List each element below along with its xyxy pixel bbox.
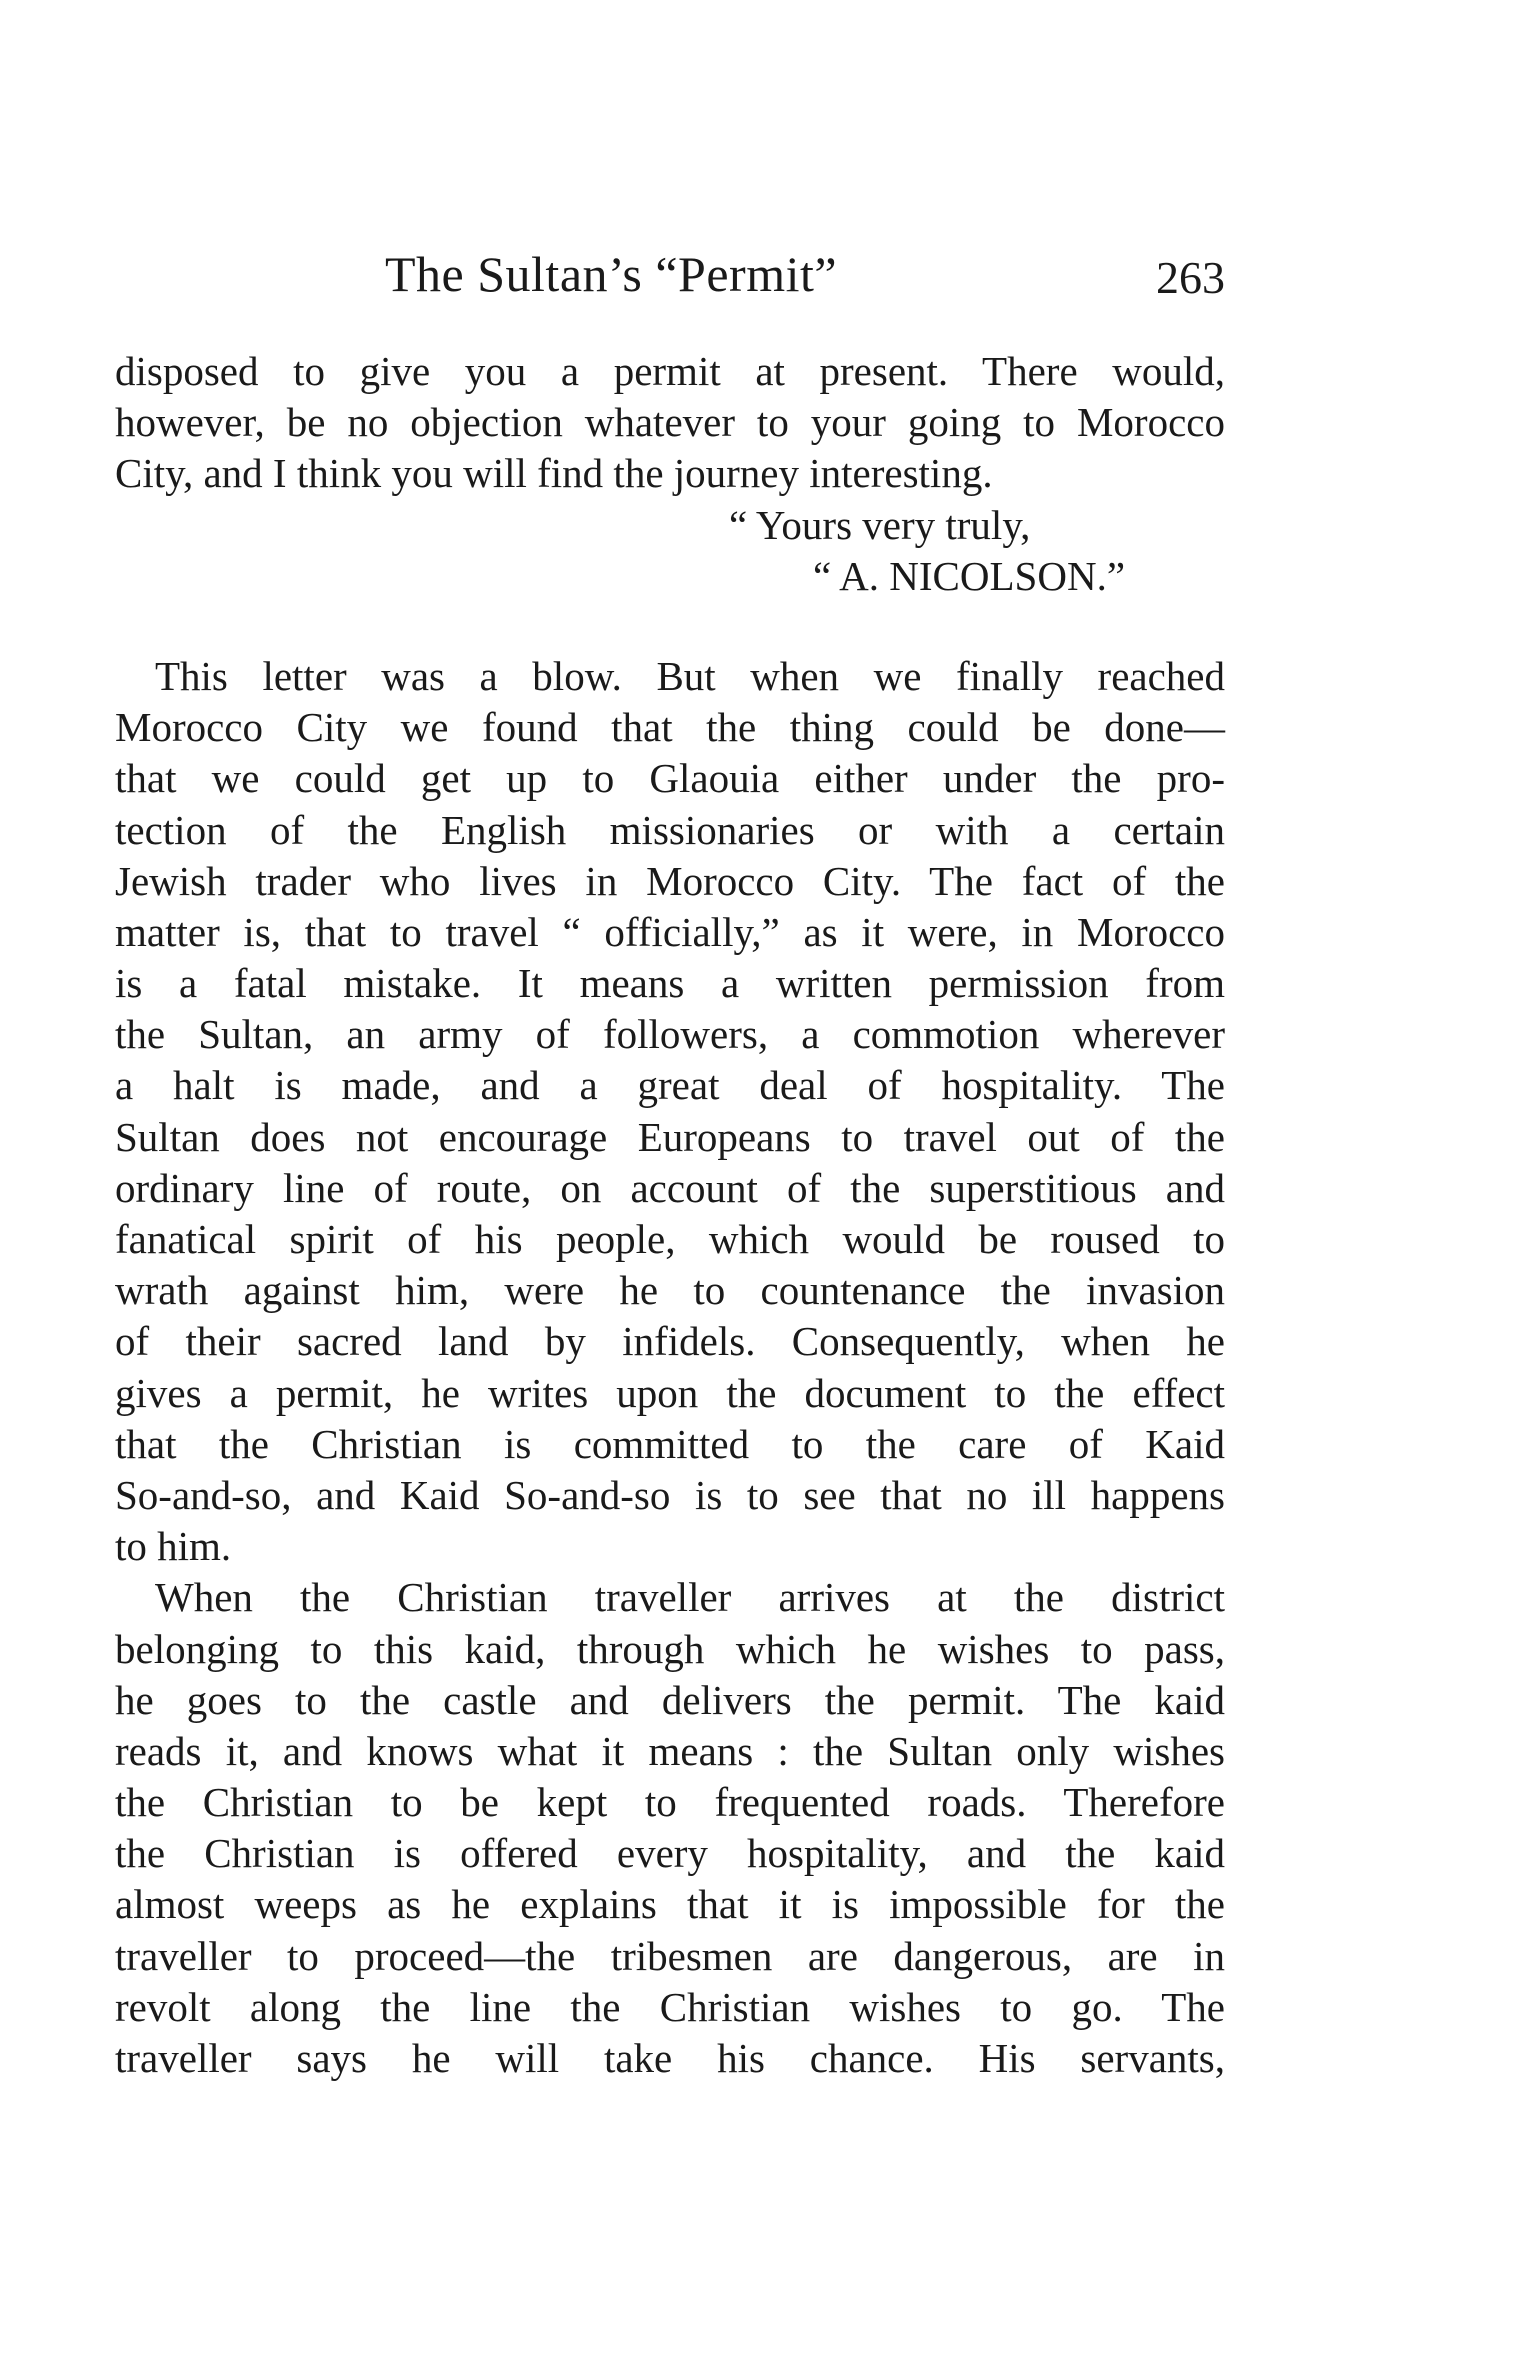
text-line: revolt along the line the Christian wishes to go. The bbox=[115, 1983, 1225, 2030]
text-line: belonging to this kaid, through which he wishes to pass, bbox=[115, 1625, 1225, 1672]
running-title: The Sultan’s “Permit” bbox=[385, 246, 838, 302]
letter-signature: “ A. NICOLSON.” bbox=[813, 552, 1126, 599]
text-line: of their sacred land by infidels. Consequently, when he bbox=[115, 1318, 1225, 1365]
text-line: ordinary line of route, on account of the superstitious and bbox=[115, 1164, 1225, 1211]
running-head bbox=[115, 244, 1225, 304]
text-line: gives a permit, he writes upon the document to the effect bbox=[115, 1369, 1225, 1416]
text-line: Sultan does not encourage Europeans to travel out of the bbox=[115, 1113, 1225, 1160]
letter-closing: “ Yours very truly, bbox=[729, 501, 1031, 548]
text-line: however, be no objection whatever to your going to Morocco bbox=[115, 399, 1225, 446]
paragraph bbox=[115, 1572, 1225, 2084]
text-line: So-and-so, and Kaid So-and-so is to see that no ill happens bbox=[115, 1471, 1225, 1518]
text-line: is a fatal mistake. It means a written permission from bbox=[115, 960, 1225, 1007]
text-line: that the Christian is committed to the care of Kaid bbox=[115, 1420, 1225, 1467]
text-line: a halt is made, and a great deal of hospitality. The bbox=[115, 1062, 1225, 1109]
text-line: When the Christian traveller arrives at the district bbox=[155, 1574, 1225, 1621]
paragraph bbox=[115, 651, 1225, 1572]
text-line: matter is, that to travel “ officially,” as it were, in Morocco bbox=[115, 908, 1225, 955]
text-line: the Sultan, an army of followers, a commotion wherever bbox=[115, 1011, 1225, 1058]
text-line: reads it, and knows what it means : the Sultan only wishes bbox=[115, 1727, 1225, 1774]
text-line: the Christian to be kept to frequented roads. Therefore bbox=[115, 1779, 1225, 1826]
text-line: traveller says he will take his chance. His servants, bbox=[115, 2035, 1225, 2081]
text-line: This letter was a blow. But when we finally reached bbox=[155, 652, 1225, 699]
text-line: disposed to give you a permit at present. There would, bbox=[115, 348, 1225, 394]
text-line: to him. bbox=[115, 1523, 232, 1570]
text-line: tection of the English missionaries or with a certain bbox=[115, 806, 1225, 853]
text-line: the Christian is offered every hospitality, and the kaid bbox=[115, 1830, 1225, 1877]
page-number: 263 bbox=[1156, 252, 1225, 303]
text-line: City, and I think you will find the journey interesting. bbox=[115, 450, 993, 497]
text-line: traveller to proceed—the tribesmen are dangerous, are in bbox=[115, 1932, 1225, 1979]
letter-end bbox=[115, 346, 1225, 602]
text-line: Morocco City we found that the thing could be done— bbox=[115, 704, 1225, 751]
text-line: wrath against him, were he to countenance the invasion bbox=[115, 1267, 1225, 1314]
text-line: Jewish trader who lives in Morocco City. The fact of the bbox=[115, 857, 1225, 904]
text-line: that we could get up to Glaouia either under the pro- bbox=[115, 755, 1225, 802]
body-text bbox=[115, 346, 1225, 2084]
text-line: fanatical spirit of his people, which would be roused to bbox=[115, 1216, 1225, 1262]
text-line: almost weeps as he explains that it is impossible for the bbox=[115, 1881, 1225, 1928]
paragraph-gap bbox=[115, 602, 1225, 651]
text-line: he goes to the castle and delivers the permit. The kaid bbox=[115, 1676, 1225, 1723]
